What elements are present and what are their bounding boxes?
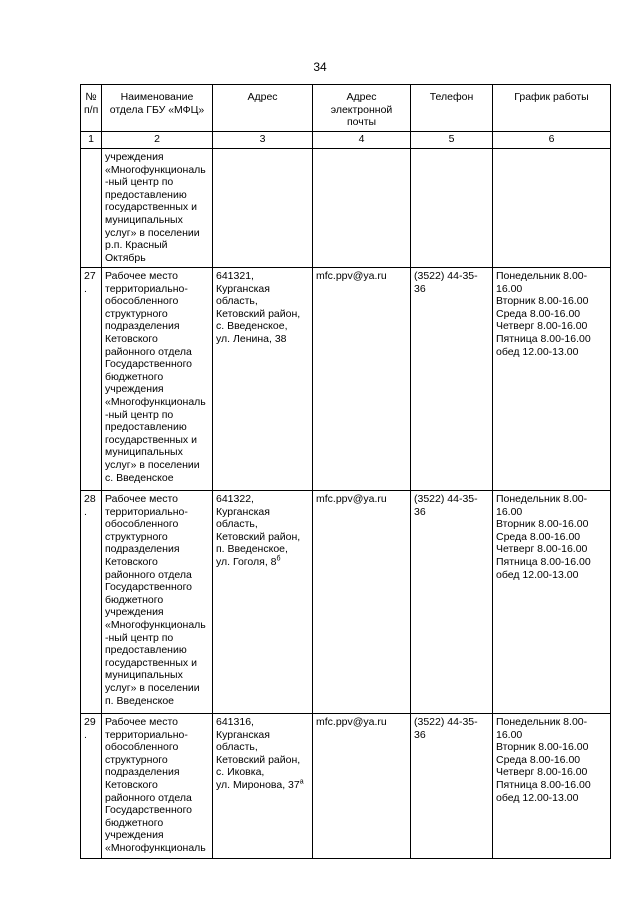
cell-email: mfc.ppv@ya.ru	[313, 491, 411, 714]
text-line: Адрес	[247, 91, 278, 103]
text-line: обед 12.00-13.00	[496, 345, 579, 358]
cell-address	[213, 714, 313, 859]
text-line: Рабочее место	[105, 270, 179, 282]
text-line: 36	[414, 282, 426, 295]
header-address	[213, 85, 313, 132]
text-line: государственных и	[105, 201, 197, 214]
text-line: предоставлению	[105, 188, 187, 201]
text-line: (3522) 44-35-	[414, 270, 478, 282]
text-line: услуг» в поселении	[105, 226, 200, 239]
text-line: (3522) 44-35-	[414, 493, 478, 505]
text-line: структурного	[105, 753, 168, 766]
text-line: Октябрь	[105, 251, 146, 264]
text-line: муниципальных	[105, 446, 183, 459]
text-line: Кетовского	[105, 778, 158, 791]
header-name	[102, 85, 213, 132]
text-line: Курганская	[216, 505, 270, 518]
text-line: Пятница 8.00-16.00	[496, 778, 591, 791]
text-line: Среда 8.00-16.00	[496, 753, 581, 766]
cell-address	[213, 491, 313, 714]
text-line: Четверг 8.00-16.00	[496, 766, 588, 779]
text-line: Понедельник 8.00-	[496, 270, 588, 282]
text-line: Вторник 8.00-16.00	[496, 741, 589, 754]
column-number: 5	[411, 132, 493, 149]
text-line: государственных и	[105, 433, 197, 446]
text-line: с. Иковка,	[216, 766, 265, 779]
text-line: с. Введенское	[105, 471, 174, 484]
cell-name	[102, 714, 213, 859]
text-line: №	[85, 91, 97, 103]
cell-num: 29.	[81, 714, 102, 859]
text-line: Государственного	[105, 581, 193, 594]
text-line: 641316,	[216, 716, 254, 728]
header-row	[81, 85, 611, 132]
text-line: предоставлению	[105, 644, 187, 657]
cell-num: 28.	[81, 491, 102, 714]
text-line: Среда 8.00-16.00	[496, 307, 581, 320]
text-line: учреждения	[105, 829, 164, 842]
cell-num	[81, 149, 102, 268]
text-line: Рабочее место	[105, 493, 179, 505]
cell-name	[102, 491, 213, 714]
text-line: 16.00	[496, 728, 523, 741]
cell-schedule	[493, 149, 611, 268]
cell-schedule	[493, 491, 611, 714]
mfc-offices-table	[80, 84, 611, 859]
cell-schedule	[493, 714, 611, 859]
column-number: 1	[81, 132, 102, 149]
text-line: подразделения	[105, 543, 180, 556]
text-line: «Многофункциональ	[105, 841, 206, 854]
text-line: с. Введенское,	[216, 320, 288, 333]
text-line: Кетовского	[105, 332, 158, 345]
text-line: Пятница 8.00-16.00	[496, 332, 591, 345]
text-line: Кетовский район,	[216, 753, 301, 766]
text-line: Пятница 8.00-16.00	[496, 555, 591, 568]
superscript: а	[299, 778, 304, 786]
text-line: ул. Гоголя, $8^б$	[216, 555, 281, 568]
table-row	[81, 491, 611, 714]
text-line: структурного	[105, 530, 168, 543]
text-line: обособленного	[105, 295, 179, 308]
text-line: электронной	[330, 103, 393, 116]
text-line: Четверг 8.00-16.00	[496, 543, 588, 556]
text-line: предоставлению	[105, 421, 187, 434]
cell-phone	[411, 491, 493, 714]
text-line: услуг» в поселении	[105, 681, 200, 694]
text-line: муниципальных	[105, 669, 183, 682]
cell-name	[102, 149, 213, 268]
text-line: область,	[216, 518, 258, 531]
text-line: бюджетного	[105, 816, 164, 829]
column-number: 3	[213, 132, 313, 149]
text-line: 16.00	[496, 505, 523, 518]
text-line: структурного	[105, 307, 168, 320]
cell-num: 27.	[81, 268, 102, 491]
continuation-row	[81, 149, 611, 268]
text-line: Адрес	[346, 91, 377, 103]
cell-phone	[411, 149, 493, 268]
text-line: 641321,	[216, 270, 254, 282]
header-schedule	[493, 85, 611, 132]
header-email	[313, 85, 411, 132]
text-line: районного отдела	[105, 568, 192, 581]
text-line: 36	[414, 505, 426, 518]
column-number: 6	[493, 132, 611, 149]
text-line: Среда 8.00-16.00	[496, 530, 581, 543]
text-line: Курганская	[216, 282, 270, 295]
text-line: Кетовского	[105, 555, 158, 568]
text-line: -ный центр по	[105, 176, 174, 189]
text-line: (3522) 44-35-	[414, 716, 478, 728]
cell-name	[102, 268, 213, 491]
text-line: территориально-	[105, 282, 188, 295]
text-line: «Многофункциональ	[105, 395, 206, 408]
text-line: 641322,	[216, 493, 254, 505]
text-line: бюджетного	[105, 370, 164, 383]
text-line: Государственного	[105, 358, 193, 371]
cell-email: mfc.ppv@ya.ru	[313, 714, 411, 859]
text-line: бюджетного	[105, 593, 164, 606]
text-line: -ный центр по	[105, 408, 174, 421]
text-line: обед 12.00-13.00	[496, 568, 579, 581]
text-line: Вторник 8.00-16.00	[496, 518, 589, 531]
column-numbers-row	[81, 132, 611, 149]
text-line: почты	[346, 116, 377, 129]
text-line: область,	[216, 295, 258, 308]
text-line: ул. Миронова, $37^а$	[216, 778, 304, 791]
text-line: обособленного	[105, 741, 179, 754]
text-line: -ный центр по	[105, 631, 174, 644]
cell-email: mfc.ppv@ya.ru	[313, 268, 411, 491]
text-line: Четверг 8.00-16.00	[496, 320, 588, 333]
cell-phone	[411, 268, 493, 491]
text-line: п. Введенское	[105, 694, 174, 707]
text-line: ул. Ленина, 38	[216, 332, 287, 345]
text-line: Кетовский район,	[216, 530, 301, 543]
text-line: подразделения	[105, 320, 180, 333]
text-line: учреждения	[105, 606, 164, 619]
text-line: обособленного	[105, 518, 179, 531]
cell-address	[213, 149, 313, 268]
text-line: районного отдела	[105, 791, 192, 804]
text-line: «Многофункциональ	[105, 163, 206, 176]
table-row	[81, 714, 611, 859]
text-line: обед 12.00-13.00	[496, 791, 579, 804]
text-line: График работы	[514, 91, 589, 103]
cell-address	[213, 268, 313, 491]
text-line: районного отдела	[105, 345, 192, 358]
text-line: Государственного	[105, 804, 193, 817]
header-phone	[411, 85, 493, 132]
text-line: Понедельник 8.00-	[496, 493, 588, 505]
cell-email	[313, 149, 411, 268]
text-line: государственных и	[105, 656, 197, 669]
text-line: «Многофункциональ	[105, 618, 206, 631]
table-row	[81, 268, 611, 491]
text-line: отдела ГБУ «МФЦ»	[109, 103, 205, 116]
page-number: 34	[313, 60, 327, 74]
text-line: Телефон	[429, 91, 474, 103]
text-line: территориально-	[105, 728, 188, 741]
text-line: п/п	[84, 103, 99, 116]
text-line: подразделения	[105, 766, 180, 779]
superscript: б	[276, 555, 281, 563]
text-line: 16.00	[496, 282, 523, 295]
text-line: учреждения	[105, 383, 164, 396]
text-line: Рабочее место	[105, 716, 179, 728]
text-line: услуг» в поселении	[105, 458, 200, 471]
cell-schedule	[493, 268, 611, 491]
cell-phone	[411, 714, 493, 859]
text-line: п. Введенское,	[216, 543, 288, 556]
text-line: 36	[414, 728, 426, 741]
text-line: область,	[216, 741, 258, 754]
text-line: учреждения	[105, 151, 164, 163]
text-line: муниципальных	[105, 213, 183, 226]
text-line: Кетовский район,	[216, 307, 301, 320]
text-line: Вторник 8.00-16.00	[496, 295, 589, 308]
text-line: Курганская	[216, 728, 270, 741]
text-line: Понедельник 8.00-	[496, 716, 588, 728]
column-number: 4	[313, 132, 411, 149]
text-line: р.п. Красный	[105, 239, 168, 252]
text-line: Наименование	[120, 91, 194, 103]
header-num	[81, 85, 102, 132]
column-number: 2	[102, 132, 213, 149]
text-line: территориально-	[105, 505, 188, 518]
